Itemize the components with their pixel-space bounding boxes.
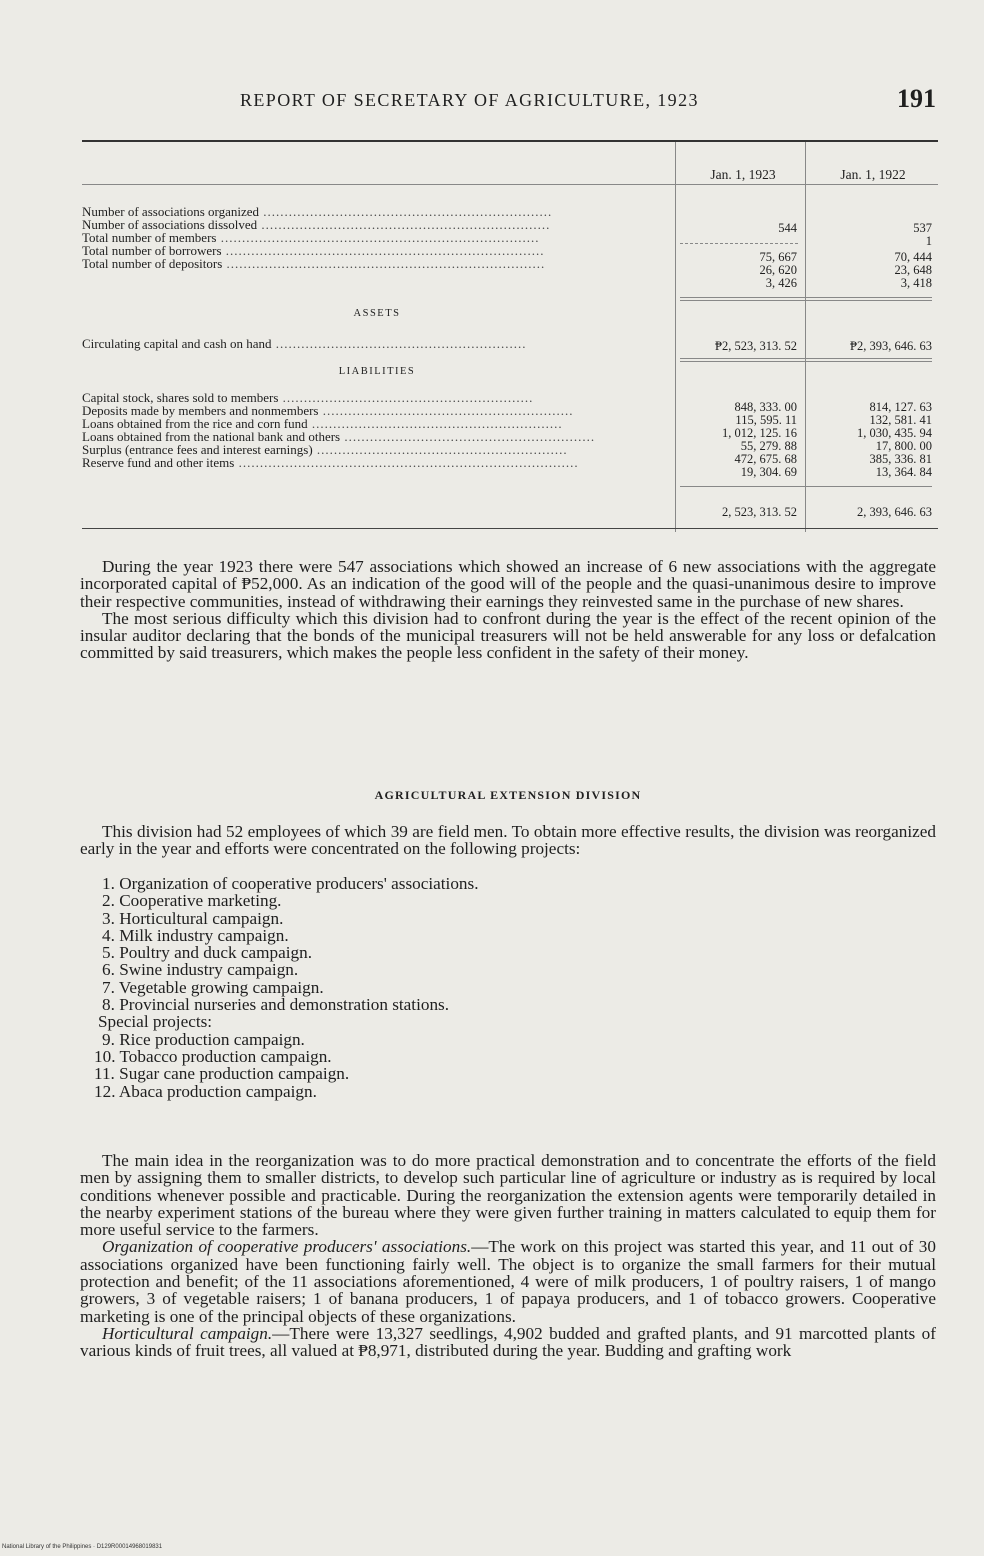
column-divider [805,142,806,532]
rule [680,300,932,301]
table-row-label: Total number of depositors ........................................................................... [82,256,546,271]
run-in-title: Organization of cooperative producers' associations. [102,1237,472,1257]
assets-heading: ASSETS [353,308,401,319]
table-cell: 23, 648 [894,263,932,277]
table-cell: 848, 333. 00 [734,400,797,414]
list-item: 7. Vegetable growing campaign. [102,977,324,997]
header-divider [82,184,938,185]
table-row-label: Number of associations dissolved .................................................................... [82,217,551,232]
table-cell: 385, 336. 81 [869,452,932,466]
assets-labels [82,338,670,352]
rule [680,297,932,298]
list-item: 6. Swine industry campaign. [102,960,299,980]
list-item: 10. Tobacco production campaign. [94,1046,332,1066]
table-cell: 1, 012, 125. 16 [722,426,797,440]
column-divider [675,142,676,532]
dashed-divider [680,243,798,244]
table-cell: 13, 364. 84 [875,465,932,479]
table-row-label: Reserve fund and other items ................................................................................ [82,455,579,470]
table-cell: 814, 127. 63 [869,400,932,414]
rule [680,486,932,487]
scan-footer: National Library of the Philippines · D129R00014968019831 [2,1544,163,1550]
table-cell: 537 [913,221,932,235]
table-row-label: Circulating capital and cash on hand ........................................................... [82,338,527,351]
projects-list [80,875,936,1100]
table-cell: 1, 030, 435. 94 [857,426,932,440]
list-item: 9. Rice production campaign. [102,1029,305,1049]
table-cell: ₱2, 523, 313. 52 [715,339,797,353]
associations-table [82,142,938,532]
running-header [80,86,940,120]
table-cell: 132, 581. 41 [869,413,932,427]
table-row-label: Capital stock, shares sold to members ........................................................... [82,392,534,405]
table-row-label: Deposits made by members and nonmembers ........................................................... [82,403,574,418]
table-total: 2, 523, 313. 52 [722,505,797,519]
section-heading: AGRICULTURAL EXTENSION DIVISION [374,788,642,802]
table-cell: 75, 667 [759,250,797,264]
list-item: 12. Abaca production campaign. [94,1081,317,1101]
liabilities-heading: LIABILITIES [338,366,416,377]
table-cell: 544 [778,221,797,235]
column-header-1923: Jan. 1, 1923 [710,167,776,182]
table-row-label: Number of associations organized .................................................................... [82,206,553,219]
table-cell: 19, 304. 69 [740,465,797,479]
list-item: 11. Sugar cane production campaign. [94,1064,350,1084]
table-row-label: Loans obtained from the national bank and others ........................................................... [82,429,596,444]
table-cell: 26, 620 [759,263,797,277]
table-cell: 55, 279. 88 [740,439,797,453]
rule [680,358,932,359]
paragraph: Horticultural campaign.—There were 13,327 seedlings, 4,902 budded and grafted plants, and 91 marcotted plants of various kinds of fruit trees, all valued at ₱8,971, distributed during the year. Budding and grafting work [80,1323,936,1361]
table-cell: 70, 444 [894,250,932,264]
table-total: 2, 393, 646. 63 [857,505,932,519]
list-item: 4. Milk industry campaign. [102,925,289,945]
rule [680,361,932,362]
table-cell: 115, 595. 11 [735,413,797,427]
paragraph: Organization of cooperative producers' associations.—The work on this project was started this year, and 11 out of 30 associations organized have been functioning fairly well. The object is to organize the small farmers for their mutual protection and benefit; of the 11 associations aforementioned, 4 were of milk producers, 1 of poultry raisers, 1 of mango growers, 3 of vegetable raisers; 1 of banana producers, 1 of papaya producers, and 1 of tobacco growers. Cooperative marketing is one of the principal objects of these organizations. [80,1237,936,1326]
paragraph-block [80,558,936,662]
paragraph: This division had 52 employees of which 39 are field men. To obtain more effective results, the division was reorganized early in the year and efforts were concentrated on the following projects: [80,822,936,859]
table-cell: 1 [925,234,932,248]
paragraph-block [80,1152,936,1360]
paragraph: The main idea in the reorganization was to do more practical demonstration and to concentrate the efforts of the field men by assigning them to smaller districts, to develop such particular line of agriculture or industry as is required by local conditions whenever possible and practicable. During the reorganization the extension agents were temporarily detailed in the nearby experiment stations of the bureau where they were given further training in matters calculated to equip them for more useful service to the farmers. [80,1151,936,1240]
list-item: 1. Organization of cooperative producers' associations. [102,874,479,893]
table-cell: ₱2, 393, 646. 63 [850,339,932,353]
table-cell: 3, 426 [765,276,797,290]
table-row-label: Total number of members ........................................................................... [82,230,540,245]
liabilities-labels [82,392,670,484]
paragraph: During the year 1923 there were 547 associations which showed an increase of 6 new associations with the aggregate incorporated capital of ₱52,000. As an indication of the good will of the people and the quasi-unanimous desire to improve their respective communities, instead of withdrawing their earnings they reinvested same in the purchase of new shares. [80,557,936,611]
table-row-label: Surplus (entrance fees and interest earnings) ........................................................... [82,442,568,457]
list-item: 8. Provincial nurseries and demonstration stations. [102,995,450,1015]
stats-labels [82,206,670,288]
run-in-title: Horticultural campaign. [102,1323,273,1343]
list-item: 3. Horticultural campaign. [102,908,284,928]
table-cell: 472, 675. 68 [734,452,797,466]
table-bottom-rule [82,528,938,529]
table-row-label: Loans obtained from the rice and corn fund ........................................................... [82,416,563,431]
list-item: 2. Cooperative marketing. [102,891,282,911]
special-projects-label: Special projects: [98,1012,213,1032]
column-header-1922: Jan. 1, 1922 [840,167,906,182]
table-cell: 3, 418 [900,276,932,290]
table-row-label: Total number of borrowers ........................................................................... [82,243,545,258]
table-cell: 17, 800. 00 [875,439,932,453]
page-number: 191 [897,84,936,113]
paragraph-block [80,823,936,858]
paragraph: The most serious difficulty which this division had to confront during the year is the effect of the recent opinion of the insular auditor declaring that the bonds of the municipal treasurers will not be held answerable for any loss or defalcation committed by said treasurers, which makes the people less confident in the safety of their money. [80,608,936,663]
list-item: 5. Poultry and duck campaign. [102,943,313,963]
header-title: REPORT OF SECRETARY OF AGRICULTURE, 1923 [240,90,699,110]
